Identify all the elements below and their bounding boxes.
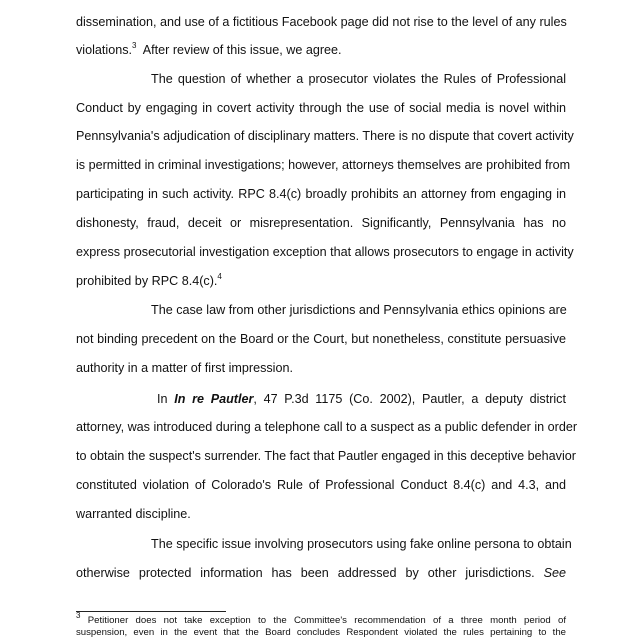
- signal-see: See: [543, 566, 566, 580]
- paragraph-line: [76, 14, 566, 30]
- text: otherwise protected information has been addressed by other jurisdictions.: [76, 566, 535, 580]
- paragraph-line: [151, 302, 566, 318]
- text: In: [157, 392, 175, 406]
- case-citation: In re Pautler: [174, 392, 254, 406]
- paragraph-line: [76, 100, 566, 116]
- text: Pennsylvania's adjudication of disciplinary matters. There is no dispute that covert activity: [76, 129, 574, 143]
- text: violations.: [76, 43, 133, 57]
- footnote-line: [76, 627, 566, 638]
- paragraph-line: [76, 477, 566, 493]
- text: The specific issue involving prosecutors using fake online persona to obtain: [151, 537, 572, 551]
- paragraph-line: [157, 391, 566, 407]
- text: dishonesty, fraud, deceit or misrepresentation. Significantly, Pennsylvania has no: [76, 216, 566, 230]
- footnote-marker: 3: [76, 610, 81, 620]
- paragraph-line: [76, 186, 566, 202]
- footnote-reference[interactable]: 3: [132, 40, 137, 50]
- footnote-line: [76, 610, 566, 626]
- text: participating in such activity. RPC 8.4(c) broadly prohibits an attorney from engaging in: [76, 187, 566, 201]
- paragraph-line: [151, 71, 566, 87]
- paragraph-line: [76, 360, 566, 376]
- text: to obtain the suspect's surrender. The fact that Pautler engaged in this deceptive behavior: [76, 449, 576, 463]
- paragraph-line: [76, 215, 566, 231]
- text: attorney, was introduced during a telephone call to a suspect as a public defender in order: [76, 420, 578, 434]
- footnote-text: Petitioner does not take exception to the Committee's recommendation of a three month period of: [80, 615, 566, 626]
- text: After review of this issue, we agree.: [136, 43, 342, 57]
- paragraph-line: [76, 565, 566, 581]
- text: dissemination, and use of a fictitious Facebook page did not rise to the level of any rules: [76, 15, 567, 29]
- text: The question of whether a prosecutor violates the Rules of Professional: [151, 72, 566, 86]
- text: warranted discipline.: [76, 507, 191, 521]
- text: , 47 P.3d 1175 (Co. 2002), Pautler, a deputy district: [253, 392, 566, 406]
- footnote-reference[interactable]: 4: [217, 271, 222, 281]
- text: is permitted in criminal investigations; however, attorneys themselves are prohibited from: [76, 158, 571, 172]
- paragraph-line: [76, 128, 574, 144]
- paragraph-line: [76, 244, 574, 260]
- paragraph-line: [76, 331, 566, 347]
- footnote-separator: [76, 611, 226, 612]
- text: not binding precedent on the Board or the Court, but nonetheless, constitute persuasive: [76, 332, 566, 346]
- paragraph-line: [76, 506, 566, 522]
- paragraph-line: [76, 273, 566, 289]
- text: authority in a matter of first impression.: [76, 361, 293, 375]
- paragraph-line: [151, 536, 572, 552]
- text: constituted violation of Colorado's Rule of Professional Conduct 8.4(c) and 4.3, and: [76, 478, 566, 492]
- text: The case law from other jurisdictions and Pennsylvania ethics opinions are: [151, 303, 567, 317]
- text: express prosecutorial investigation exception that allows prosecutors to engage in activity: [76, 245, 574, 259]
- paragraph-line: [76, 419, 578, 435]
- text: prohibited by RPC 8.4(c).: [76, 274, 218, 288]
- footnote-text: suspension, even in the event that the Board concludes Respondent violated the rules pertaining to the: [76, 627, 566, 638]
- paragraph-line: [76, 42, 566, 58]
- paragraph-line: [76, 448, 576, 464]
- text: Conduct by engaging in covert activity through the use of social media is novel within: [76, 101, 566, 115]
- paragraph-line: [76, 157, 571, 173]
